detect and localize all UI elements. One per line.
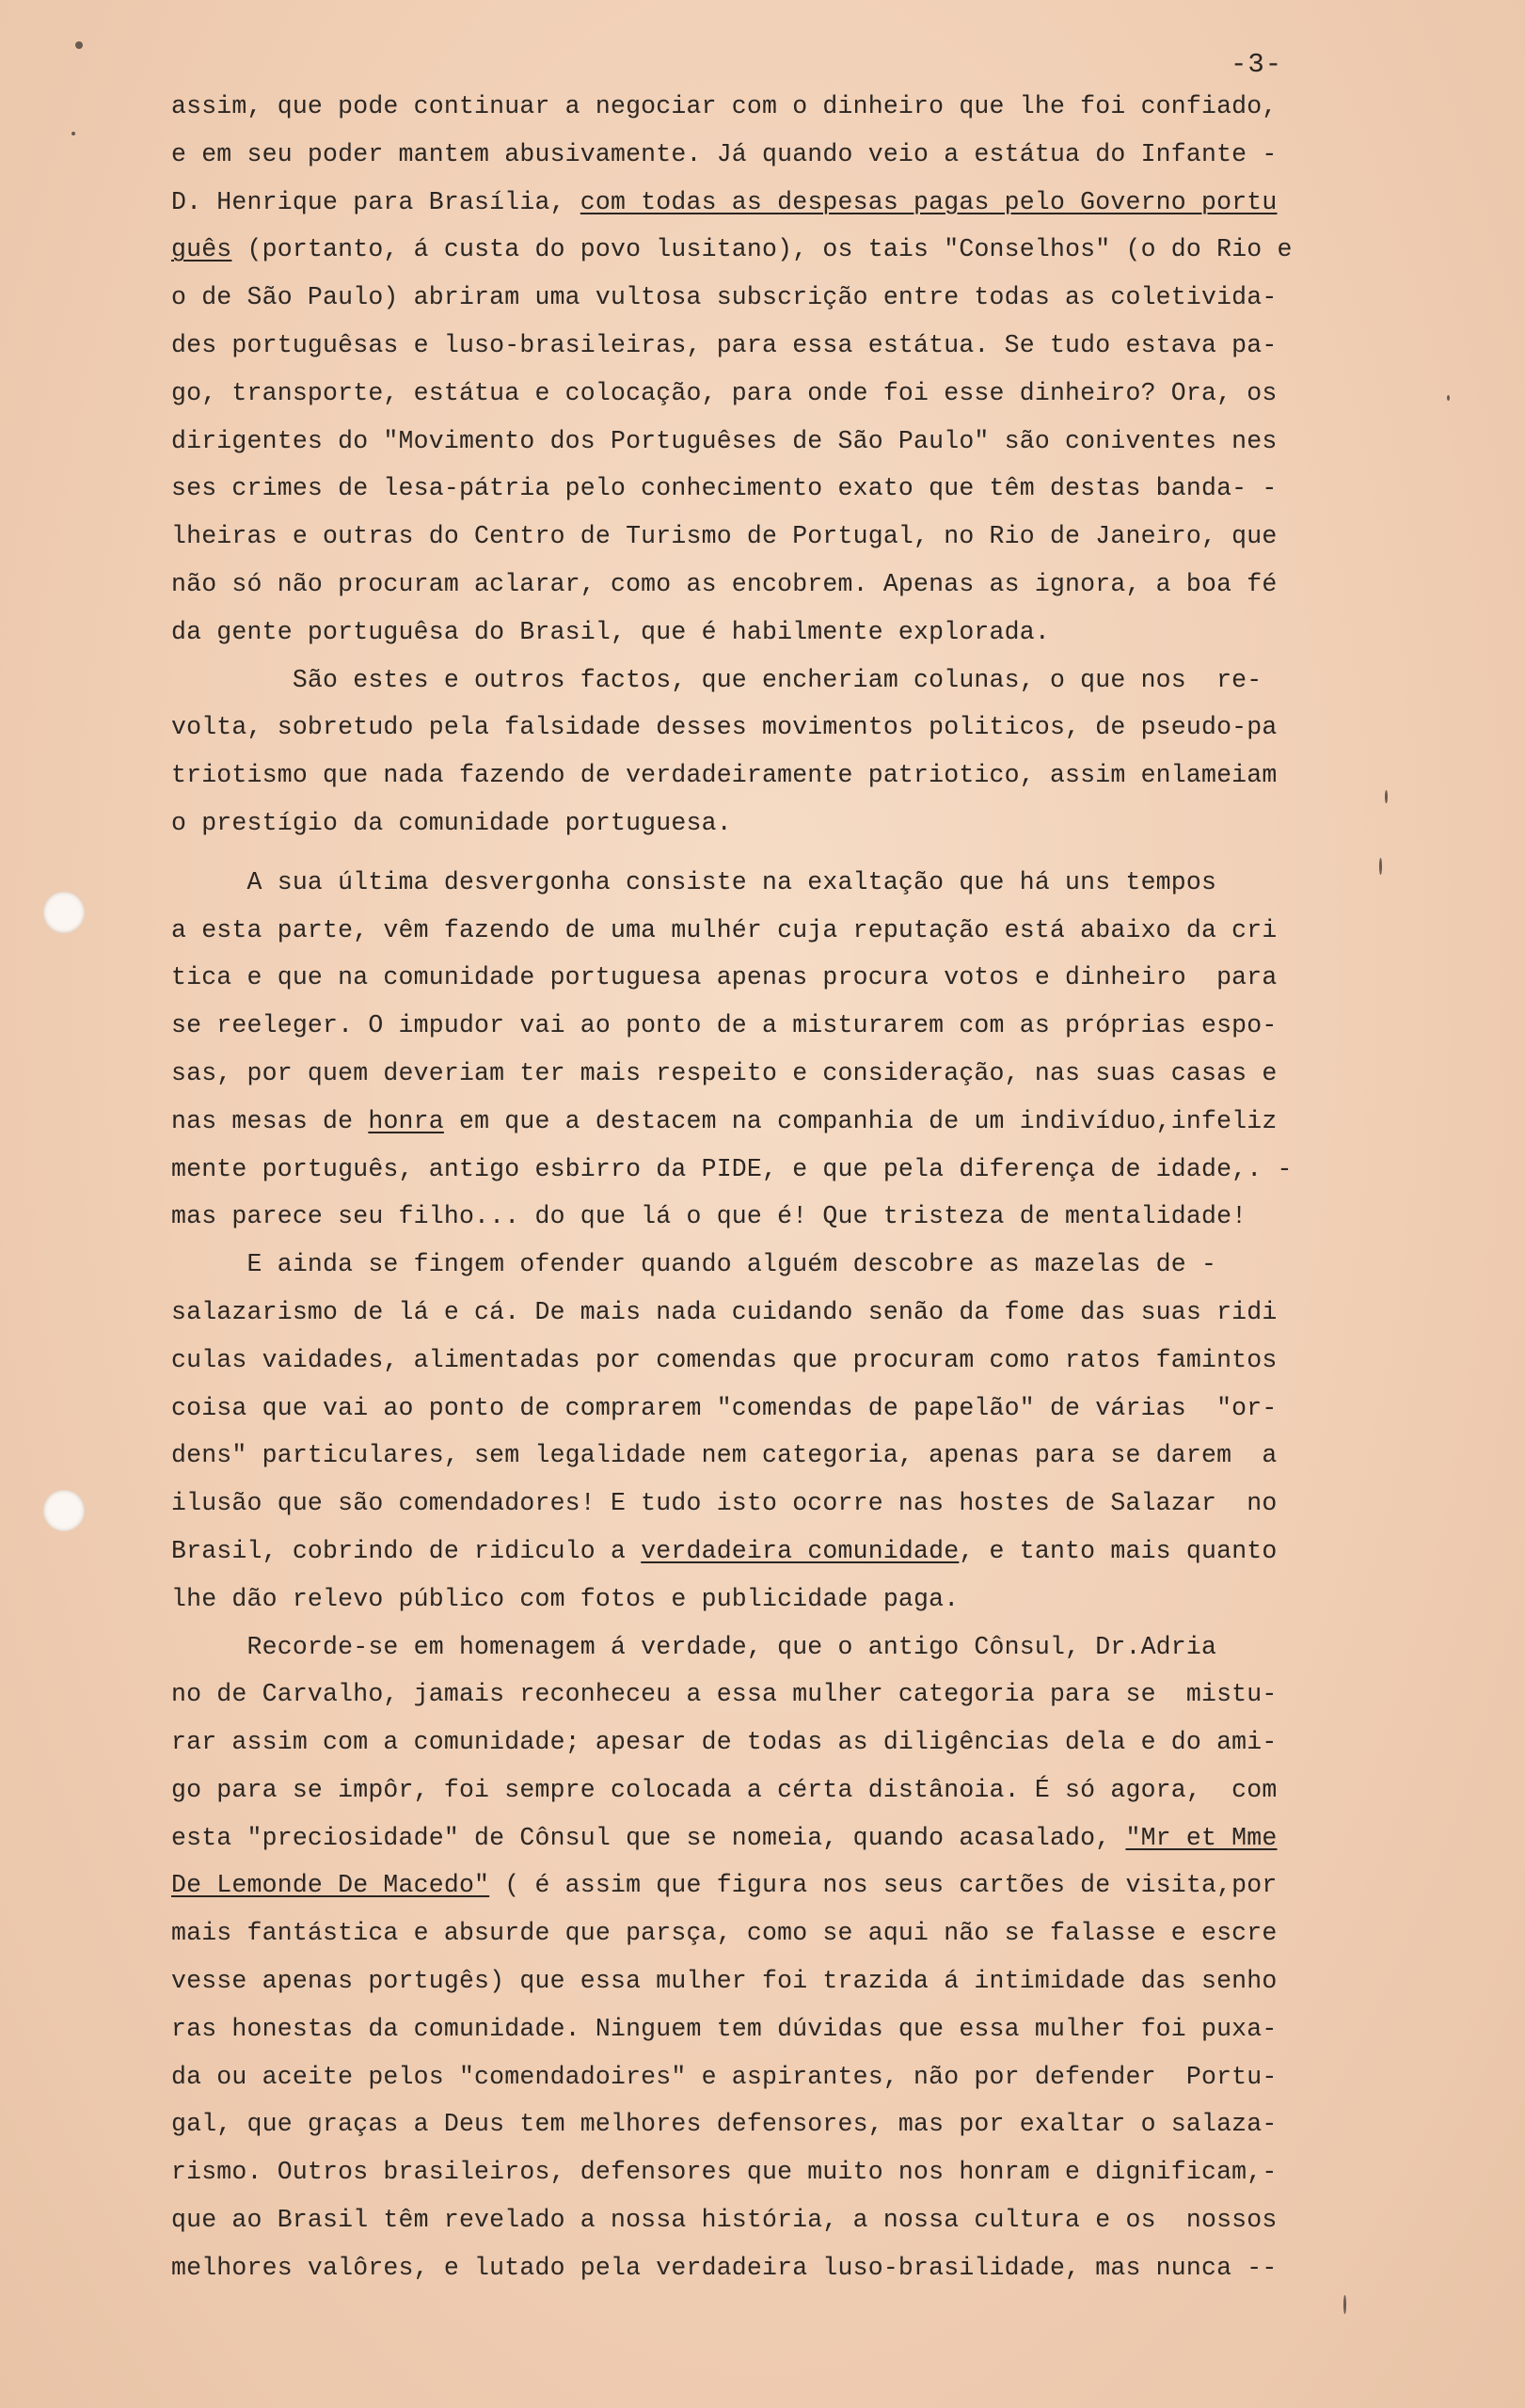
text-segment: mente português, antigo esbirro da PIDE, e que pela diferença de idade,. - bbox=[171, 1154, 1293, 1183]
text-segment: não só não procuram aclarar, como as encobrem. Apenas as ignora, a boa fé bbox=[171, 569, 1278, 598]
text-segment: Brasil, cobrindo de ridiculo a bbox=[171, 1536, 642, 1565]
text-segment: go, transporte, estátua e colocação, para onde foi esse dinheiro? Ora, os bbox=[171, 378, 1278, 407]
text-segment: o de São Paulo) abriram uma vultosa subscrição entre todas as coletivida- bbox=[171, 283, 1278, 312]
underlined-text: guês bbox=[171, 235, 232, 264]
text-line bbox=[171, 179, 1338, 227]
text-line bbox=[171, 609, 1338, 657]
paper-speck bbox=[1379, 858, 1382, 875]
text-line bbox=[171, 83, 1338, 131]
text-line bbox=[171, 907, 1338, 955]
text-line bbox=[171, 954, 1338, 1002]
text-segment: gal, que graças a Deus tem melhores defensores, mas por exaltar o salaza- bbox=[171, 2110, 1278, 2139]
text-segment: e em seu poder mantem abusivamente. Já quando veio a estátua do Infante - bbox=[171, 139, 1278, 168]
text-line bbox=[171, 370, 1338, 418]
text-segment: tica e que na comunidade portuguesa apenas procura votos e dinheiro para bbox=[171, 963, 1278, 992]
page-number: -3- bbox=[1231, 49, 1283, 80]
text-line bbox=[171, 1289, 1338, 1337]
text-segment: sas, por quem deveriam ter mais respeito e consideração, nas suas casas e bbox=[171, 1058, 1278, 1087]
text-line bbox=[171, 752, 1338, 800]
text-line bbox=[171, 1002, 1338, 1050]
text-line bbox=[171, 465, 1338, 513]
underlined-text: De Lemonde De Macedo" bbox=[171, 1871, 490, 1900]
text-segment: D. Henrique para Brasília, bbox=[171, 187, 580, 216]
text-segment: rar assim com a comunidade; apesar de todas as diligências dela e do ami- bbox=[171, 1728, 1278, 1757]
text-line bbox=[171, 657, 1338, 705]
punch-hole-top bbox=[43, 892, 85, 933]
text-segment: melhores valôres, e lutado pela verdadeira luso-brasilidade, mas nunca -- bbox=[171, 2253, 1278, 2282]
text-line bbox=[171, 1957, 1338, 2005]
text-line bbox=[171, 1098, 1338, 1146]
text-line bbox=[171, 2196, 1338, 2244]
text-line bbox=[171, 1432, 1338, 1480]
underlined-text: "Mr et Mme bbox=[1125, 1823, 1278, 1852]
text-line bbox=[171, 131, 1338, 179]
text-line bbox=[171, 1624, 1338, 1671]
text-line bbox=[171, 418, 1338, 466]
text-line bbox=[171, 2005, 1338, 2053]
text-line bbox=[171, 2053, 1338, 2101]
underlined-text: verdadeira comunidade bbox=[641, 1536, 960, 1565]
text-line bbox=[171, 859, 1338, 907]
punch-hole-bottom bbox=[43, 1490, 85, 1531]
text-segment: go para se impôr, foi sempre colocada a cérta distânoia. É só agora, com bbox=[171, 1775, 1278, 1804]
text-segment: ilusão que são comendadores! E tudo isto ocorre nas hostes de Salazar no bbox=[171, 1489, 1278, 1518]
text-line bbox=[171, 226, 1338, 274]
text-line bbox=[171, 2244, 1338, 2292]
text-line bbox=[171, 274, 1338, 322]
text-segment: ses crimes de lesa-pátria pelo conhecimento exato que têm destas banda- - bbox=[171, 474, 1278, 503]
text-line bbox=[171, 800, 1338, 848]
text-line bbox=[171, 1337, 1338, 1385]
text-segment: dens" particulares, sem legalidade nem categoria, apenas para se darem a bbox=[171, 1441, 1278, 1470]
text-segment: culas vaidades, alimentadas por comendas que procuram como ratos famintos bbox=[171, 1345, 1278, 1374]
text-line bbox=[171, 1814, 1338, 1862]
paper-speck bbox=[1385, 790, 1388, 803]
text-segment: nas mesas de bbox=[171, 1106, 369, 1135]
text-segment: o prestígio da comunidade portuguesa. bbox=[171, 808, 732, 837]
text-line bbox=[171, 1576, 1338, 1624]
underlined-text: com todas as despesas pagas pelo Governo portu bbox=[580, 187, 1278, 216]
text-line bbox=[171, 513, 1338, 561]
text-line bbox=[171, 1861, 1338, 1909]
text-segment: triotismo que nada fazendo de verdadeiramente patriotico, assim enlameiam bbox=[171, 761, 1278, 790]
text-line bbox=[171, 561, 1338, 609]
text-segment: da ou aceite pelos "comendadoires" e aspirantes, não por defender Portu- bbox=[171, 2062, 1278, 2091]
text-segment: assim, que pode continuar a negociar com o dinheiro que lhe foi confiado, bbox=[171, 92, 1278, 120]
paper-speck bbox=[71, 132, 75, 135]
paper-speck bbox=[75, 41, 83, 49]
text-line bbox=[171, 1241, 1338, 1289]
text-segment: , e tanto mais quanto bbox=[959, 1536, 1278, 1565]
typewritten-text bbox=[171, 83, 1338, 2292]
text-segment: lhe dão relevo público com fotos e publicidade paga. bbox=[171, 1584, 960, 1613]
text-segment: volta, sobretudo pela falsidade desses movimentos politicos, de pseudo-pa bbox=[171, 713, 1278, 742]
paper-speck bbox=[1343, 2295, 1346, 2314]
text-line bbox=[171, 1050, 1338, 1098]
text-segment: que ao Brasil têm revelado a nossa história, a nossa cultura e os nossos bbox=[171, 2206, 1278, 2235]
text-segment: A sua última desvergonha consiste na exaltação que há uns tempos bbox=[171, 867, 1217, 896]
text-segment: vesse apenas portugês) que essa mulher foi trazida á intimidade das senho bbox=[171, 1967, 1278, 1996]
text-segment: dirigentes do "Movimento dos Portuguêses de São Paulo" são coniventes nes bbox=[171, 426, 1278, 455]
text-segment: se reeleger. O impudor vai ao ponto de a misturarem com as próprias espo- bbox=[171, 1011, 1278, 1040]
text-line bbox=[171, 2100, 1338, 2148]
text-segment: da gente portuguêsa do Brasil, que é habilmente explorada. bbox=[171, 617, 1050, 646]
text-segment: no de Carvalho, jamais reconheceu a essa mulher categoria para se mistu- bbox=[171, 1680, 1278, 1709]
text-segment: des portuguêsas e luso-brasileiras, para essa estátua. Se tudo estava pa- bbox=[171, 330, 1278, 359]
text-segment: mais fantástica e absurde que parsça, como se aqui não se falasse e escre bbox=[171, 1919, 1278, 1948]
text-segment: E ainda se fingem ofender quando alguém descobre as mazelas de - bbox=[171, 1250, 1217, 1279]
text-segment: Recorde-se em homenagem á verdade, que o antigo Cônsul, Dr.Adria bbox=[171, 1632, 1217, 1661]
text-line bbox=[171, 322, 1338, 370]
text-line bbox=[171, 1671, 1338, 1719]
text-line bbox=[171, 1719, 1338, 1766]
text-segment: São estes e outros factos, que encheriam colunas, o que nos re- bbox=[171, 665, 1263, 694]
text-line bbox=[171, 1193, 1338, 1241]
text-segment: coisa que vai ao ponto de comprarem "comendas de papelão" de várias "or- bbox=[171, 1393, 1278, 1422]
text-line bbox=[171, 2148, 1338, 2196]
text-segment: ras honestas da comunidade. Ninguem tem dúvidas que essa mulher foi puxa- bbox=[171, 2014, 1278, 2043]
text-segment: lheiras e outras do Centro de Turismo de Portugal, no Rio de Janeiro, que bbox=[171, 522, 1278, 551]
text-line bbox=[171, 1766, 1338, 1814]
text-line bbox=[171, 1385, 1338, 1433]
text-segment: ( é assim que figura nos seus cartões de visita,por bbox=[489, 1871, 1278, 1900]
underlined-text: honra bbox=[368, 1106, 444, 1135]
paragraph-gap bbox=[171, 848, 1338, 859]
text-line bbox=[171, 1146, 1338, 1194]
text-segment: a esta parte, vêm fazendo de uma mulhér cuja reputação está abaixo da cri bbox=[171, 915, 1278, 944]
text-segment: em que a destacem na companhia de um indivíduo,infeliz bbox=[443, 1106, 1278, 1135]
text-line bbox=[171, 1909, 1338, 1957]
text-line bbox=[171, 704, 1338, 752]
text-line bbox=[171, 1480, 1338, 1528]
paper-speck bbox=[1447, 395, 1450, 401]
text-line bbox=[171, 1528, 1338, 1576]
text-segment: salazarismo de lá e cá. De mais nada cuidando senão da fome das suas ridi bbox=[171, 1297, 1278, 1326]
text-segment: mas parece seu filho... do que lá o que é! Que tristeza de mentalidade! bbox=[171, 1202, 1247, 1231]
text-segment: esta "preciosidade" de Cônsul que se nomeia, quando acasalado, bbox=[171, 1823, 1126, 1852]
text-segment: rismo. Outros brasileiros, defensores que muito nos honram e dignificam,- bbox=[171, 2158, 1278, 2187]
text-segment: (portanto, á custa do povo lusitano), os tais "Conselhos" (o do Rio e bbox=[231, 235, 1293, 264]
